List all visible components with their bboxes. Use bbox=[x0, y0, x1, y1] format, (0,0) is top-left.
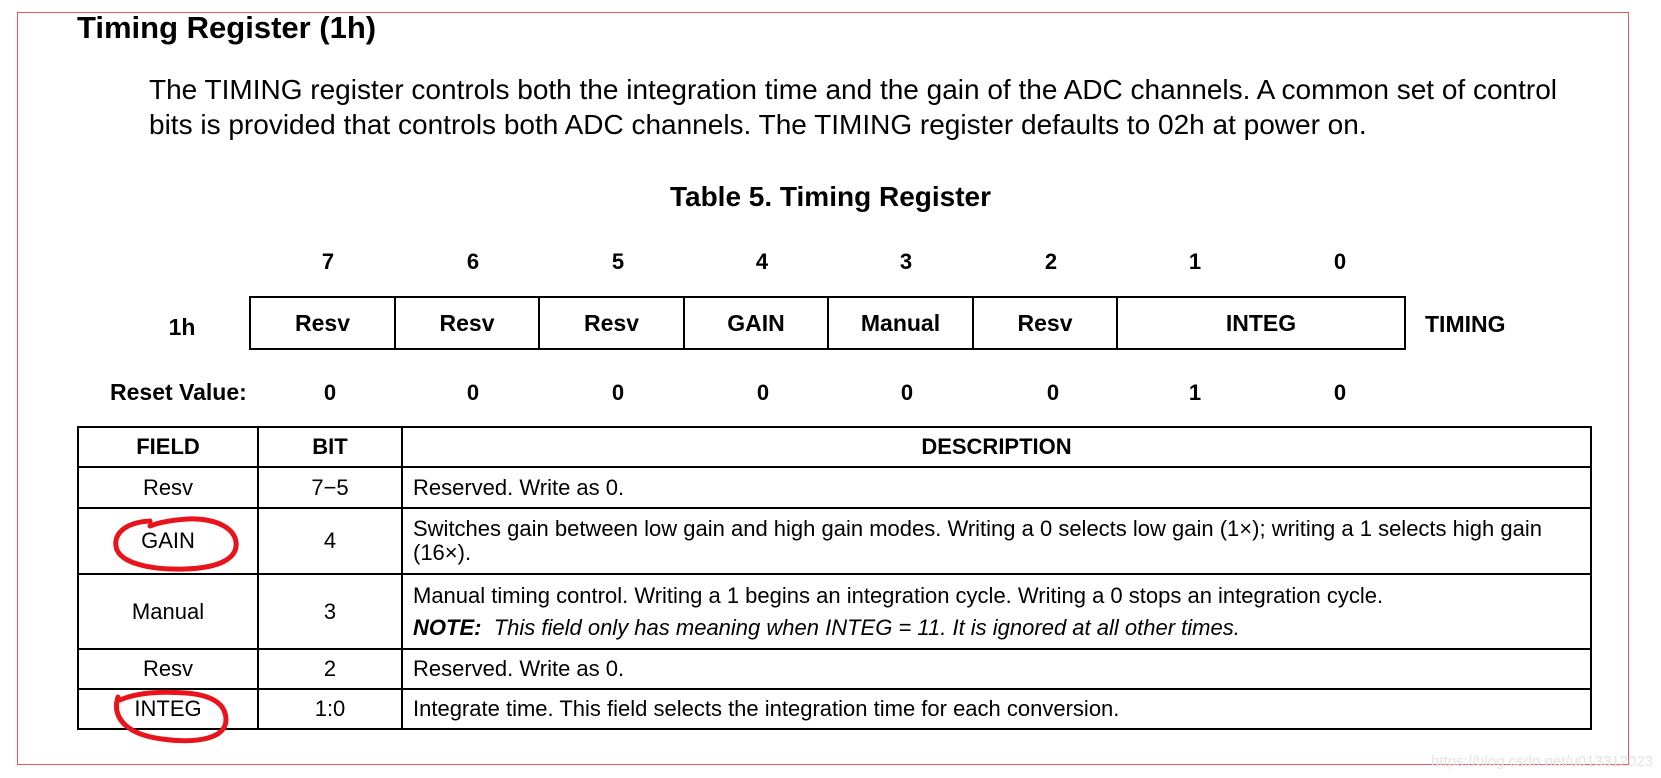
description-text: Manual timing control. Writing a 1 begins an integration cycle. Writing a 0 stops an integration cycle. bbox=[413, 582, 1384, 608]
reset-value: 0 bbox=[900, 380, 914, 405]
register-field-gain: GAIN bbox=[685, 298, 829, 348]
field-cell: INTEG bbox=[78, 689, 258, 729]
section-heading: Timing Register (1h) bbox=[77, 10, 377, 45]
reset-value: 0 bbox=[1333, 380, 1347, 405]
register-field-resv: Resv bbox=[251, 298, 396, 348]
register-field-resv: Resv bbox=[974, 298, 1118, 348]
table-row bbox=[78, 467, 1591, 508]
table-header-row bbox=[78, 427, 1591, 467]
bit-cell: 4 bbox=[258, 508, 402, 574]
reset-value: 0 bbox=[466, 380, 480, 405]
description-cell: Switches gain between low gain and high gain modes. Writing a 0 selects low gain (1×); writing a 1 selects high gain (16×). bbox=[402, 508, 1591, 574]
header-field: FIELD bbox=[78, 427, 258, 467]
bit-cell: 2 bbox=[258, 649, 402, 689]
bit-number: 6 bbox=[466, 249, 480, 274]
bit-number: 1 bbox=[1188, 249, 1202, 274]
bit-cell: 7−5 bbox=[258, 467, 402, 508]
header-description: DESCRIPTION bbox=[402, 427, 1591, 467]
description-cell bbox=[402, 574, 1591, 649]
field-cell: GAIN bbox=[78, 508, 258, 574]
bit-cell: 3 bbox=[258, 574, 402, 649]
watermark: https://blog.csdn.net/u013312023 bbox=[1431, 753, 1653, 770]
register-name: TIMING bbox=[1425, 311, 1506, 337]
field-cell: Manual bbox=[78, 574, 258, 649]
intro-paragraph: The TIMING register controls both the integration time and the gain of the ADC channels. A common set of control bits is provided that controls both ADC channels. The TIMING register defaults to 02h at power on. bbox=[149, 74, 1557, 140]
bit-cell: 1:0 bbox=[258, 689, 402, 729]
register-field-integ: INTEG bbox=[1225, 309, 1297, 336]
register-field-resv: Resv bbox=[396, 298, 540, 348]
field-cell: Resv bbox=[78, 649, 258, 689]
reset-value-label: Reset Value: bbox=[110, 379, 247, 405]
bit-number: 5 bbox=[611, 249, 625, 274]
header-bit: BIT bbox=[258, 427, 402, 467]
note-text bbox=[413, 616, 1580, 640]
bit-number: 4 bbox=[755, 249, 769, 274]
bit-number: 3 bbox=[899, 249, 913, 274]
table-row bbox=[78, 689, 1591, 729]
field-description-table bbox=[77, 426, 1592, 730]
table-row bbox=[78, 574, 1591, 649]
note-label: NOTE: bbox=[413, 614, 482, 640]
reset-value: 0 bbox=[611, 380, 625, 405]
field-cell: Resv bbox=[78, 467, 258, 508]
register-field-manual: Manual bbox=[829, 298, 974, 348]
register-address: 1h bbox=[168, 314, 196, 340]
bit-number: 2 bbox=[1044, 249, 1058, 274]
register-field-resv: Resv bbox=[540, 298, 685, 348]
description-cell: Reserved. Write as 0. bbox=[402, 649, 1591, 689]
description-cell: Reserved. Write as 0. bbox=[402, 467, 1591, 508]
table-row bbox=[78, 508, 1591, 574]
reset-value: 0 bbox=[323, 380, 337, 405]
reset-value: 1 bbox=[1188, 380, 1202, 405]
note-body: This field only has meaning when INTEG = 11. It is ignored at all other times. bbox=[493, 614, 1240, 640]
reset-value: 0 bbox=[1046, 380, 1060, 405]
register-diagram bbox=[249, 296, 1406, 350]
bit-number: 0 bbox=[1333, 249, 1347, 274]
description-cell: Integrate time. This field selects the integration time for each conversion. bbox=[402, 689, 1591, 729]
bit-number: 7 bbox=[321, 249, 335, 274]
table-title: Table 5. Timing Register bbox=[669, 181, 992, 212]
table-row bbox=[78, 649, 1591, 689]
reset-value: 0 bbox=[756, 380, 770, 405]
